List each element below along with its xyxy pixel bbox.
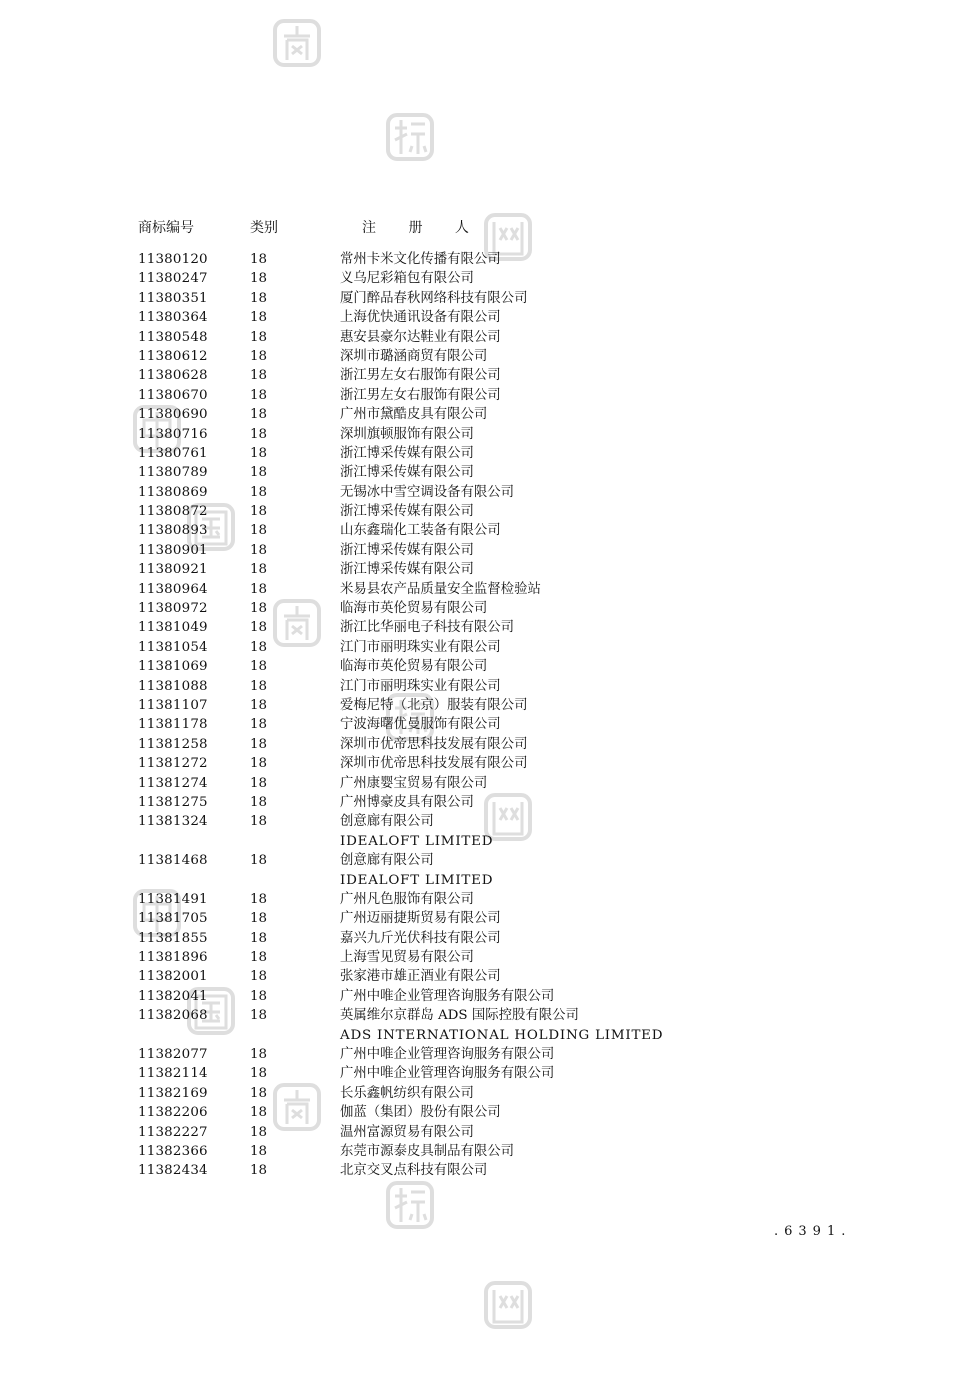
trademark-number: 11380901 xyxy=(138,542,208,558)
table-row xyxy=(0,444,980,463)
table-row xyxy=(0,793,980,812)
watermark-stamp-icon xyxy=(385,1180,435,1230)
table-row xyxy=(0,483,980,502)
registrant-name: 广州市黛酷皮具有限公司 xyxy=(340,407,488,423)
class-number: 18 xyxy=(250,252,268,267)
table-row xyxy=(0,289,980,308)
watermark-stamp-icon xyxy=(483,1280,533,1330)
class-number: 18 xyxy=(250,814,268,830)
class-number: 18 xyxy=(250,1047,268,1063)
table-row xyxy=(0,1142,980,1161)
class-number: 18 xyxy=(250,407,268,423)
registrant-name: 临海市英伦贸易有限公司 xyxy=(340,659,488,675)
registrant-name: 宁波海曙优曼服饰有限公司 xyxy=(340,717,501,733)
registrant-name: 深圳市优帝思科技发展有限公司 xyxy=(340,756,528,772)
class-number: 18 xyxy=(250,387,268,403)
registrant-name: 伽蓝（集团）股份有限公司 xyxy=(340,1105,501,1121)
trademark-number: 11381107 xyxy=(138,697,208,713)
registrant-name: 山东鑫瑞化工装备有限公司 xyxy=(340,523,501,539)
table-row xyxy=(0,580,980,599)
registrant-name: 浙江男左女右服饰有限公司 xyxy=(340,368,501,384)
registrant-name: 浙江博采传媒有限公司 xyxy=(340,542,474,558)
class-number: 18 xyxy=(250,310,268,326)
table-row xyxy=(0,308,980,327)
table-row xyxy=(0,502,980,521)
registrant-name: 爱梅尼特（北京）服装有限公司 xyxy=(340,697,528,713)
trademark-number: 11381258 xyxy=(138,736,208,752)
table-row xyxy=(0,463,980,482)
trademark-number: 11381896 xyxy=(138,950,208,966)
table-row xyxy=(0,677,980,696)
trademark-number: 11380364 xyxy=(138,310,208,326)
class-number: 18 xyxy=(250,717,268,733)
registrant-name: 广州康婴宝贸易有限公司 xyxy=(340,775,488,791)
class-number: 18 xyxy=(250,794,268,810)
class-number: 18 xyxy=(250,678,268,694)
registrant-name: 广州中唯企业管理咨询服务有限公司 xyxy=(340,988,555,1004)
table-row xyxy=(0,1026,980,1045)
class-number: 18 xyxy=(250,426,268,442)
registrant-name: 嘉兴九斤光伏科技有限公司 xyxy=(340,930,501,946)
class-number: 18 xyxy=(250,891,268,907)
table-row xyxy=(0,832,980,851)
trademark-number: 11380690 xyxy=(138,407,208,423)
table-row xyxy=(0,987,980,1006)
trademark-number: 11382169 xyxy=(138,1085,208,1101)
registrant-name: 张家港市雄正酒业有限公司 xyxy=(340,969,501,985)
trademark-number: 11381855 xyxy=(138,930,208,946)
watermark-stamp-icon xyxy=(272,18,322,68)
registrant-name: 东莞市源泰皮具制品有限公司 xyxy=(340,1143,515,1159)
table-row xyxy=(0,851,980,870)
trademark-number: 11382114 xyxy=(138,1066,208,1082)
trademark-number: 11381054 xyxy=(138,639,208,655)
registrant-name: 广州迈丽捷斯贸易有限公司 xyxy=(340,911,501,927)
class-number: 18 xyxy=(250,348,268,364)
class-number: 18 xyxy=(250,620,268,636)
registrant-name: 广州凡色服饰有限公司 xyxy=(340,891,474,907)
trademark-number: 11381049 xyxy=(138,620,208,636)
trademark-number: 11382366 xyxy=(138,1143,208,1159)
registrant-name: IDEALOFT LIMITED xyxy=(340,833,494,849)
class-number: 18 xyxy=(250,1008,268,1024)
registrant-name: 临海市英伦贸易有限公司 xyxy=(340,601,488,617)
registrant-name: 浙江比华丽电子科技有限公司 xyxy=(340,620,515,636)
trademark-number: 11382206 xyxy=(138,1105,208,1121)
registrant-name: 上海雪见贸易有限公司 xyxy=(340,950,474,966)
class-number: 18 xyxy=(250,659,268,675)
table-row xyxy=(0,871,980,890)
trademark-number: 11381178 xyxy=(138,717,208,733)
class-number: 18 xyxy=(250,271,268,287)
class-number: 18 xyxy=(250,775,268,791)
registrant-name: 无锡冰中雪空调设备有限公司 xyxy=(340,484,515,500)
class-number: 18 xyxy=(250,756,268,772)
trademark-number: 11382041 xyxy=(138,988,208,1004)
class-number: 18 xyxy=(250,329,268,345)
table-row xyxy=(0,715,980,734)
trademark-number: 11381705 xyxy=(138,911,208,927)
registrant-name: 广州博豪皮具有限公司 xyxy=(340,794,474,810)
class-number: 18 xyxy=(250,736,268,752)
trademark-number: 11380921 xyxy=(138,562,208,578)
table-row xyxy=(0,618,980,637)
class-number: 18 xyxy=(250,542,268,558)
class-number: 18 xyxy=(250,1066,268,1082)
table-row xyxy=(0,1161,980,1180)
trademark-number: 11380612 xyxy=(138,348,208,364)
records-table xyxy=(0,250,980,1181)
trademark-number: 11380869 xyxy=(138,484,208,500)
table-row xyxy=(0,1006,980,1025)
class-number: 18 xyxy=(250,484,268,500)
registrant-name: ADS INTERNATIONAL HOLDING LIMITED xyxy=(340,1027,664,1043)
trademark-number: 11380548 xyxy=(138,329,208,345)
registrant-name: 北京交叉点科技有限公司 xyxy=(340,1163,488,1179)
registrant-name: 广州中唯企业管理咨询服务有限公司 xyxy=(340,1066,555,1082)
table-row xyxy=(0,657,980,676)
trademark-number: 11382077 xyxy=(138,1047,208,1063)
table-row xyxy=(0,328,980,347)
table-row xyxy=(0,1123,980,1142)
registrant-name: 广州中唯企业管理咨询服务有限公司 xyxy=(340,1047,555,1063)
registrant-name: 江门市丽明珠实业有限公司 xyxy=(340,678,501,694)
trademark-number: 11381468 xyxy=(138,853,208,869)
registrant-name: 温州富源贸易有限公司 xyxy=(340,1124,474,1140)
header-trademark-no: 商标编号 xyxy=(138,220,194,236)
class-number: 18 xyxy=(250,290,268,306)
class-number: 18 xyxy=(250,445,268,461)
trademark-number: 11381491 xyxy=(138,891,208,907)
table-row xyxy=(0,347,980,366)
trademark-number: 11380761 xyxy=(138,445,208,461)
table-row xyxy=(0,929,980,948)
trademark-number: 11380972 xyxy=(138,601,208,617)
table-row xyxy=(0,599,980,618)
table-row xyxy=(0,735,980,754)
trademark-number: 11380120 xyxy=(138,252,208,267)
trademark-number: 11380670 xyxy=(138,387,208,403)
table-row xyxy=(0,425,980,444)
table-row xyxy=(0,250,980,269)
table-row xyxy=(0,1064,980,1083)
registrant-name: IDEALOFT LIMITED xyxy=(340,872,494,888)
trademark-number: 11380893 xyxy=(138,523,208,539)
registrant-name: 创意廊有限公司 xyxy=(340,853,434,869)
trademark-number: 11380872 xyxy=(138,504,208,520)
registrant-name: 厦门醉品春秋网络科技有限公司 xyxy=(340,290,528,306)
registrant-name: 浙江博采传媒有限公司 xyxy=(340,562,474,578)
table-row xyxy=(0,541,980,560)
table-row xyxy=(0,696,980,715)
trademark-number: 11381275 xyxy=(138,794,208,810)
class-number: 18 xyxy=(250,562,268,578)
class-number: 18 xyxy=(250,368,268,384)
table-row xyxy=(0,1103,980,1122)
trademark-number: 11381274 xyxy=(138,775,208,791)
table-row xyxy=(0,560,980,579)
trademark-number: 11381272 xyxy=(138,756,208,772)
registrant-name: 米易县农产品质量安全监督检验站 xyxy=(340,581,541,597)
trademark-number: 11381324 xyxy=(138,814,208,830)
trademark-number: 11382001 xyxy=(138,969,208,985)
class-number: 18 xyxy=(250,1085,268,1101)
table-header xyxy=(0,217,980,237)
trademark-number: 11380351 xyxy=(138,290,208,306)
trademark-number: 11382434 xyxy=(138,1163,208,1179)
registrant-name: 创意廊有限公司 xyxy=(340,814,434,830)
registrant-name: 浙江博采传媒有限公司 xyxy=(340,445,474,461)
table-row xyxy=(0,967,980,986)
table-row xyxy=(0,812,980,831)
trademark-number: 11381069 xyxy=(138,659,208,675)
class-number: 18 xyxy=(250,601,268,617)
registrant-name: 江门市丽明珠实业有限公司 xyxy=(340,639,501,655)
header-class: 类别 xyxy=(250,220,278,236)
page-number: .6391. xyxy=(774,1224,852,1239)
table-row xyxy=(0,948,980,967)
registrant-name: 英属维尔京群岛 ADS 国际控股有限公司 xyxy=(340,1008,579,1024)
table-row xyxy=(0,1045,980,1064)
class-number: 18 xyxy=(250,911,268,927)
table-row xyxy=(0,774,980,793)
registrant-name: 义乌尼彩箱包有限公司 xyxy=(340,271,474,287)
trademark-number: 11380964 xyxy=(138,581,208,597)
registrant-name: 深圳市优帝思科技发展有限公司 xyxy=(340,736,528,752)
registrant-name: 惠安县豪尔达鞋业有限公司 xyxy=(340,329,501,345)
class-number: 18 xyxy=(250,465,268,481)
registrant-name: 浙江博采传媒有限公司 xyxy=(340,465,474,481)
trademark-number: 11380247 xyxy=(138,271,208,287)
class-number: 18 xyxy=(250,1124,268,1140)
registrant-name: 浙江博采传媒有限公司 xyxy=(340,504,474,520)
registrant-name: 浙江男左女右服饰有限公司 xyxy=(340,387,501,403)
class-number: 18 xyxy=(250,950,268,966)
class-number: 18 xyxy=(250,988,268,1004)
trademark-number: 11382227 xyxy=(138,1124,208,1140)
trademark-number: 11380716 xyxy=(138,426,208,442)
class-number: 18 xyxy=(250,969,268,985)
table-row xyxy=(0,638,980,657)
class-number: 18 xyxy=(250,523,268,539)
trademark-number: 11382068 xyxy=(138,1008,208,1024)
table-row xyxy=(0,909,980,928)
table-row xyxy=(0,405,980,424)
trademark-number: 11380789 xyxy=(138,465,208,481)
class-number: 18 xyxy=(250,1143,268,1159)
header-registrant: 注 册 人 xyxy=(362,220,483,236)
table-row xyxy=(0,521,980,540)
class-number: 18 xyxy=(250,930,268,946)
table-row xyxy=(0,754,980,773)
table-row xyxy=(0,890,980,909)
table-row xyxy=(0,269,980,288)
trademark-number: 11380628 xyxy=(138,368,208,384)
class-number: 18 xyxy=(250,581,268,597)
table-row xyxy=(0,366,980,385)
registrant-name: 深圳市璐涵商贸有限公司 xyxy=(340,348,488,364)
table-row xyxy=(0,1084,980,1103)
registrant-name: 深圳旗顿服饰有限公司 xyxy=(340,426,474,442)
class-number: 18 xyxy=(250,504,268,520)
class-number: 18 xyxy=(250,639,268,655)
class-number: 18 xyxy=(250,1105,268,1121)
registrant-name: 常州卡米文化传播有限公司 xyxy=(340,252,501,267)
table-row xyxy=(0,386,980,405)
class-number: 18 xyxy=(250,853,268,869)
registrant-name: 上海优快通讯设备有限公司 xyxy=(340,310,501,326)
watermark-stamp-icon xyxy=(385,112,435,162)
class-number: 18 xyxy=(250,697,268,713)
class-number: 18 xyxy=(250,1163,268,1179)
trademark-number: 11381088 xyxy=(138,678,208,694)
registrant-name: 长乐鑫帆纺织有限公司 xyxy=(340,1085,474,1101)
